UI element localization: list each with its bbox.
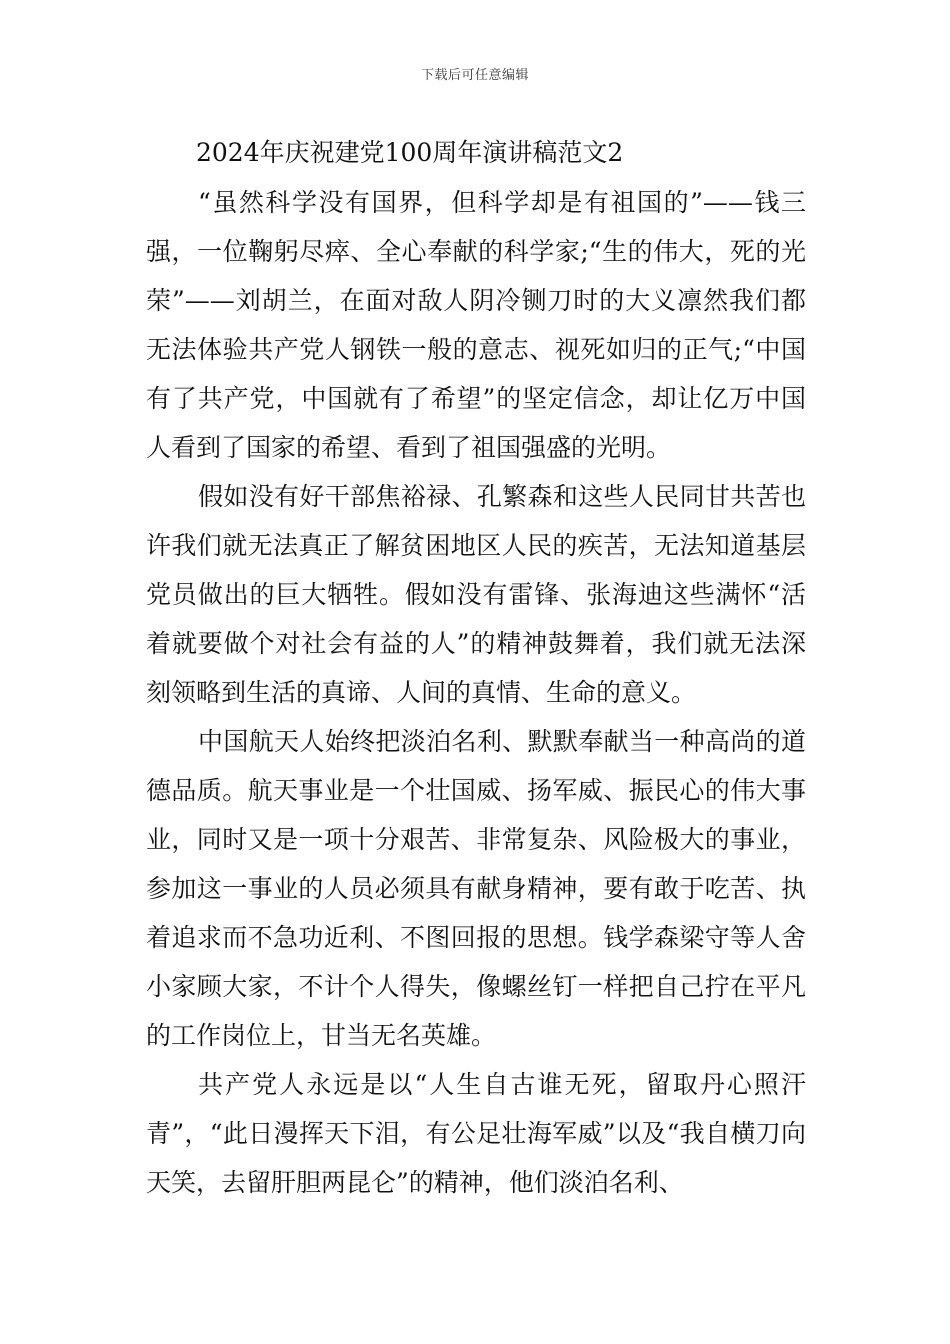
document-body	[146, 128, 806, 1207]
paragraph-3: 中国航天人始终把淡泊名利、默默奉献当一种高尚的道德品质。航天事业是一个壮国威、扬军威、振民心的伟大事业，同时又是一项十分艰苦、非常复杂、风险极大的事业，参加这一事业的人员必须具有献身精神，要有敢于吃苦、执着追求而不急功近利、不图回报的思想。钱学森梁守等人舍小家顾大家，不计个人得失，像螺丝钉一样把自己拧在平凡的工作岗位上，甘当无名英雄。	[146, 727, 806, 1050]
document-title: 2024年庆祝建党100周年演讲稿范文2	[196, 138, 624, 167]
paragraph-2: 假如没有好干部焦裕禄、孔繁森和这些人民同甘共苦也许我们就无法真正了解贫困地区人民的疾苦，无法知道基层党员做出的巨大牺牲。假如没有雷锋、张海迪这些满怀“活着就要做个对社会有益的人”的精神鼓舞着，我们就无法深刻领略到生活的真谛、人间的真情、生命的意义。	[146, 482, 806, 707]
paragraph-4: 共产党人永远是以“人生自古谁无死，留取丹心照汗青”，“此日漫挥天下泪，有公足壮海军威”以及“我自横刀向天笑，去留肝胆两昆仑”的精神，他们淡泊名利、	[146, 1070, 806, 1197]
paragraph-1: “虽然科学没有国界，但科学却是有祖国的”——钱三强，一位鞠躬尽瘁、全心奉献的科学家;“生的伟大，死的光荣”——刘胡兰，在面对敌人阴冷铡刀时的大义凛然我们都无法体验共产党人钢铁一般的意志、视死如归的正气;“中国有了共产党，中国就有了希望”的坚定信念，却让亿万中国人看到了国家的希望、看到了祖国强盛的光明。	[146, 188, 806, 462]
page-header: 下载后可任意编辑	[420, 68, 529, 83]
